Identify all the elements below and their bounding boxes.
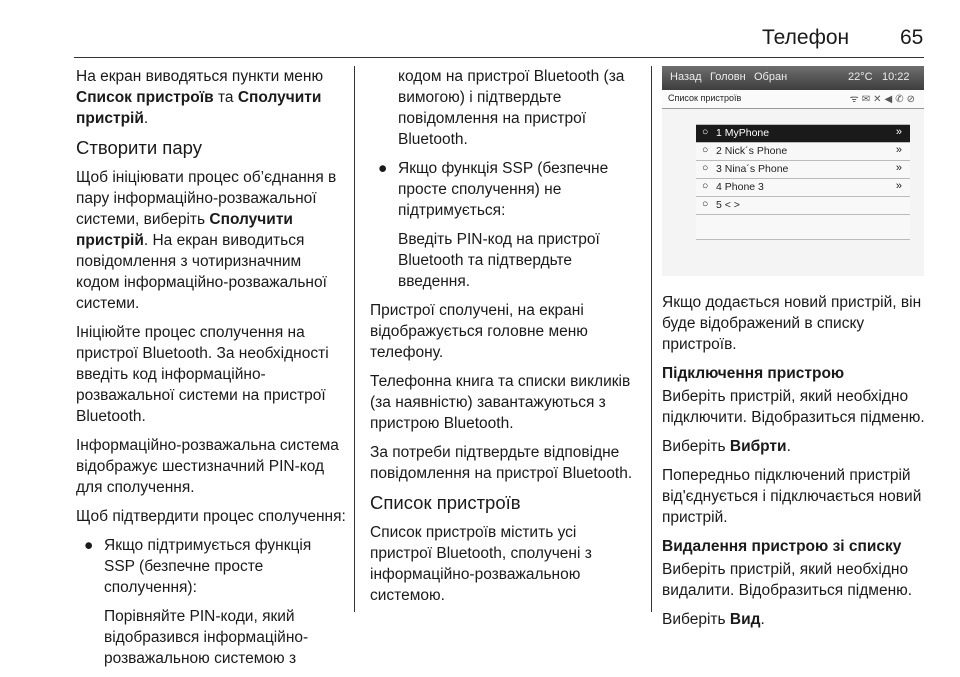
signal-icon: ᯤ bbox=[849, 94, 862, 105]
pin-paragraph: Інформаційно-розважальна система відображує шестизначний PIN-код для сполучення. bbox=[76, 437, 339, 496]
radio-icon: ○ bbox=[702, 144, 709, 156]
reconnect-paragraph: Попередньо підключений пристрій від'єднується і підключається новий пристрій. bbox=[662, 467, 922, 526]
device-item-3[interactable]: ○ 3 Nina´s Phone » bbox=[696, 160, 910, 178]
bullet-ssp: ● Якщо підтримується функція SSP (безпечне просте сполучення): bbox=[84, 537, 312, 596]
page-title: Телефон bbox=[762, 26, 850, 49]
heading-connect-device: Підключення пристрою bbox=[662, 365, 845, 382]
bullet-no-ssp: ● Якщо функція SSP (безпечне просте сполучення) не підтримується: bbox=[378, 160, 609, 219]
confirm-paragraph: Щоб підтвердити процес сполучення: bbox=[76, 508, 346, 525]
pair-paragraph: Щоб ініціювати процес об’єднання в пару інформаційно-розважальної системи, виберіть Сполучити пристрій. На екран виводиться повідомлення з чотиризначним кодом інформаційно-розважальної системи. bbox=[76, 169, 337, 312]
chevron-right-icon: » bbox=[895, 144, 902, 156]
list-empty-row bbox=[696, 214, 910, 240]
header-rule bbox=[74, 57, 924, 58]
new-device-paragraph: Якщо додається новий пристрій, він буде відображений в списку пристроїв. bbox=[662, 294, 922, 353]
chevron-right-icon: » bbox=[895, 126, 902, 138]
device-list-paragraph: Список пристроїв містить усі пристрої Bluetooth, сполучені з інформаційно-розважальною системою. bbox=[370, 524, 592, 604]
temperature: 22°C bbox=[848, 71, 873, 83]
radio-icon: ○ bbox=[702, 180, 709, 192]
column-2 bbox=[370, 66, 642, 614]
status-icons bbox=[850, 91, 918, 105]
tab-main[interactable]: Головн bbox=[710, 71, 746, 83]
heading-create-pair: Створити пару bbox=[76, 137, 202, 158]
device-item-5[interactable]: ○ 5 < > bbox=[696, 196, 910, 214]
screen-topbar bbox=[662, 66, 924, 90]
column-divider-2 bbox=[651, 66, 652, 612]
page-number: 65 bbox=[900, 26, 924, 49]
bullet-dot-icon: ● bbox=[378, 160, 388, 177]
clock: 10:22 bbox=[882, 71, 910, 83]
column-3 bbox=[662, 292, 927, 638]
select-paragraph: Виберіть Вибрти. bbox=[662, 438, 791, 455]
phone-icon: ✆ bbox=[895, 94, 907, 105]
screen-subbar bbox=[662, 90, 924, 109]
device-item-2[interactable]: ○ 2 Nick´s Phone » bbox=[696, 142, 910, 160]
device-list-screenshot bbox=[662, 66, 924, 276]
column-divider-1 bbox=[354, 66, 355, 612]
bullet-no-ssp-detail: Введіть PIN-код на пристрої Bluetooth та підтвердьте введення. bbox=[398, 231, 600, 290]
mute-icon: ✕ bbox=[873, 94, 885, 105]
chevron-right-icon: » bbox=[895, 162, 902, 174]
chevron-right-icon: » bbox=[895, 180, 902, 192]
bullet-ssp-detail: Порівняйте PIN-коди, який відобразився інформаційно-розважальною системою з bbox=[104, 608, 309, 667]
radio-icon: ○ bbox=[702, 198, 709, 210]
page-header bbox=[0, 0, 960, 58]
connect-paragraph: Виберіть пристрій, який необхідно підключити. Відобразиться підменю. bbox=[662, 388, 925, 426]
paired-paragraph: Пристрої сполучені, на екрані відображується головне меню телефону. bbox=[370, 302, 588, 361]
heading-device-list: Список пристроїв bbox=[370, 492, 521, 513]
radio-icon: ○ bbox=[702, 126, 709, 138]
confirm-message-paragraph: За потреби підтвердьте відповідне повідомлення на пристрої Bluetooth. bbox=[370, 444, 633, 482]
device-item-1[interactable]: ○ 1 MyPhone » bbox=[696, 124, 910, 142]
bullet-dot-icon: ● bbox=[84, 537, 94, 554]
select-delete-paragraph: Виберіть Вид. bbox=[662, 611, 765, 628]
device-list bbox=[696, 124, 910, 240]
heading-delete-device: Видалення пристрою зі списку bbox=[662, 538, 902, 555]
device-item-4[interactable]: ○ 4 Phone 3 » bbox=[696, 178, 910, 196]
tab-back[interactable]: Назад bbox=[670, 71, 702, 83]
bluetooth-init-paragraph: Ініціюйте процес сполучення на пристрої Bluetooth. За необхідності введіть код інформаційно-розважальної системи на пристрої Bluetooth. bbox=[76, 324, 329, 425]
tab-favorites[interactable]: Обран bbox=[754, 71, 788, 83]
bullet-ssp-detail-cont: кодом на пристрої Bluetooth (за вимогою) і підтвердьте повідомлення на пристрої Bluetooth. bbox=[398, 68, 625, 148]
volume-icon: ◀ bbox=[884, 94, 896, 105]
list-label: Список пристроїв bbox=[668, 93, 742, 103]
intro-paragraph: На екран виводяться пункти меню Список пристроїв та Сполучити пристрій. bbox=[76, 68, 324, 127]
radio-icon: ○ bbox=[702, 162, 709, 174]
delete-paragraph: Виберіть пристрій, який необхідно видалити. Відобразиться підменю. bbox=[662, 561, 913, 599]
phonebook-paragraph: Телефонна книга та списки викликів (за наявністю) завантажуються з пристрою Bluetooth. bbox=[370, 373, 631, 432]
message-icon: ✉ bbox=[861, 94, 874, 105]
column-1 bbox=[76, 66, 346, 677]
bluetooth-icon: ⊘ bbox=[906, 94, 918, 105]
